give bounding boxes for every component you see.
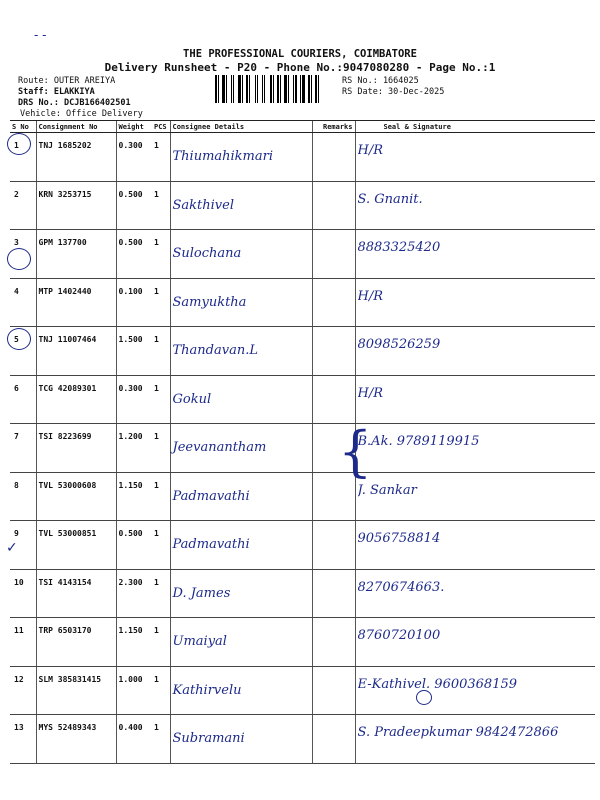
- sno-cell: 5: [10, 327, 36, 376]
- table-row: [10, 327, 595, 376]
- sno-cell: 3: [10, 230, 36, 279]
- signature-cell: [355, 181, 595, 230]
- sno-cell: 13: [10, 715, 36, 764]
- pen-mark: - -: [34, 28, 47, 42]
- consignee-cell: [170, 278, 312, 327]
- consignment-cell: TRP 6503170: [36, 618, 116, 667]
- sno-cell: 12: [10, 666, 36, 715]
- signature-cell: [355, 327, 595, 376]
- weight-cell: 0.500: [116, 181, 152, 230]
- sno-cell: 2: [10, 181, 36, 230]
- company-title: THE PROFESSIONAL COURIERS, COIMBATORE: [183, 48, 417, 60]
- sno-cell: 9: [10, 521, 36, 570]
- consignment-cell: TNJ 11007464: [36, 327, 116, 376]
- runsheet-table: [10, 120, 595, 764]
- remarks-cell: [312, 181, 355, 230]
- consignee-cell: [170, 424, 312, 473]
- table-header-row: [10, 121, 595, 133]
- route-text: Route: OUTER AREIYA: [18, 76, 116, 86]
- consignee-name: Umaiyal: [172, 634, 227, 649]
- weight-cell: 1.500: [116, 327, 152, 376]
- header-signature: Seal & Signature: [355, 121, 595, 133]
- weight-cell: 0.500: [116, 521, 152, 570]
- header-pcs: PCS: [152, 121, 170, 133]
- header-weight: Weight: [116, 121, 152, 133]
- receiver-signature: 8760720100: [357, 628, 441, 643]
- table-row: [10, 424, 595, 473]
- consignee-name: Samyuktha: [172, 294, 247, 310]
- weight-cell: 0.100: [116, 278, 152, 327]
- weight-cell: 0.300: [116, 375, 152, 424]
- runsheet-subtitle: Delivery Runsheet - P20 - Phone No.:9047080280 - Page No.:1: [104, 61, 496, 74]
- signature-cell: [355, 375, 595, 424]
- signature-cell: [355, 278, 595, 327]
- rs-date-text: RS Date: 30-Dec-2025: [342, 87, 445, 97]
- table-row: [10, 521, 595, 570]
- sno-cell: 1: [10, 133, 36, 182]
- consignee-cell: [170, 521, 312, 570]
- signature-cell: [355, 424, 595, 473]
- header-sno: S No: [10, 121, 36, 133]
- consignee-name: Thiumahikmari: [172, 149, 274, 164]
- consignee-name: Kathirvelu: [172, 682, 242, 698]
- consignee-cell: [170, 569, 312, 618]
- pcs-cell: 1: [152, 666, 170, 715]
- receiver-signature: H/R: [357, 288, 384, 304]
- signature-cell: [355, 472, 595, 521]
- remarks-cell: [312, 278, 355, 327]
- barcode: [215, 75, 339, 103]
- weight-cell: 2.300: [116, 569, 152, 618]
- consignment-cell: GPM 137700: [36, 230, 116, 279]
- remarks-cell: [312, 375, 355, 424]
- remarks-cell: [312, 230, 355, 279]
- receiver-signature: 8098526259: [357, 337, 441, 352]
- sno-cell: 7: [10, 424, 36, 473]
- consignee-name: Padmavathi: [172, 537, 250, 552]
- header-consignee: Consignee Details: [170, 121, 312, 133]
- weight-cell: 0.500: [116, 230, 152, 279]
- table-row: [10, 133, 595, 182]
- remarks-cell: [312, 569, 355, 618]
- table-row: [10, 230, 595, 279]
- circle-mark-row-1: [7, 133, 31, 155]
- drs-text: DRS No.: DCJB166402501: [18, 98, 131, 108]
- pcs-cell: 1: [152, 715, 170, 764]
- pcs-cell: 1: [152, 521, 170, 570]
- table-row: [10, 181, 595, 230]
- weight-cell: 0.300: [116, 133, 152, 182]
- signature-cell: [355, 666, 595, 715]
- receiver-signature: 8270674663.: [357, 579, 445, 595]
- header-remarks: Remarks: [312, 121, 355, 133]
- consignment-cell: TVL 53000851: [36, 521, 116, 570]
- table-row: [10, 666, 595, 715]
- remarks-cell: [312, 618, 355, 667]
- consignment-cell: MTP 1402440: [36, 278, 116, 327]
- pcs-cell: 1: [152, 133, 170, 182]
- consignee-cell: [170, 133, 312, 182]
- weight-cell: 1.150: [116, 618, 152, 667]
- header-consignment: Consignment No: [36, 121, 116, 133]
- table-row: [10, 278, 595, 327]
- receiver-signature: B.Ak. 9789119915: [357, 434, 480, 449]
- consignee-name: Sulochana: [172, 246, 242, 261]
- table-row: [10, 472, 595, 521]
- consignee-cell: [170, 375, 312, 424]
- rs-no-text: RS No.: 1664025: [342, 76, 419, 86]
- table-row: [10, 569, 595, 618]
- remarks-cell: [312, 666, 355, 715]
- consignee-cell: [170, 715, 312, 764]
- weight-cell: 1.000: [116, 666, 152, 715]
- receiver-signature: S. Pradeepkumar 9842472866: [357, 725, 559, 740]
- consignment-cell: TSI 8223699: [36, 424, 116, 473]
- consignment-cell: TSI 4143154: [36, 569, 116, 618]
- receiver-signature: 9056758814: [357, 531, 441, 546]
- circle-mark-row-6: [7, 328, 31, 350]
- remarks-cell: [312, 133, 355, 182]
- sno-cell: 4: [10, 278, 36, 327]
- consignee-cell: [170, 618, 312, 667]
- remarks-cell: [312, 521, 355, 570]
- consignee-name: Padmavathi: [172, 488, 250, 504]
- consignee-cell: [170, 181, 312, 230]
- pcs-cell: 1: [152, 181, 170, 230]
- pcs-cell: 1: [152, 472, 170, 521]
- consignee-cell: [170, 472, 312, 521]
- signature-cell: [355, 521, 595, 570]
- weight-cell: 1.150: [116, 472, 152, 521]
- vehicle-text: Vehicle: Office Delivery: [20, 109, 143, 119]
- pcs-cell: 1: [152, 618, 170, 667]
- signature-cell: [355, 230, 595, 279]
- consignment-cell: TNJ 1685202: [36, 133, 116, 182]
- weight-cell: 0.400: [116, 715, 152, 764]
- consignment-cell: KRN 3253715: [36, 181, 116, 230]
- consignee-cell: [170, 666, 312, 715]
- pcs-cell: 1: [152, 278, 170, 327]
- staff-text: Staff: ELAKKIYA: [18, 87, 95, 97]
- check-mark-icon: ✓: [6, 540, 18, 556]
- sno-cell: 6: [10, 375, 36, 424]
- pcs-cell: 1: [152, 424, 170, 473]
- receiver-signature: 8883325420: [357, 240, 441, 255]
- remarks-cell: [312, 715, 355, 764]
- consignment-cell: MYS 52489343: [36, 715, 116, 764]
- sno-cell: 10: [10, 569, 36, 618]
- table-row: [10, 618, 595, 667]
- scribble-mark: [416, 690, 432, 705]
- receiver-signature: E-Kathivel. 9600368159: [357, 676, 518, 692]
- consignee-name: Gokul: [172, 391, 212, 407]
- consignee-name: D. James: [172, 585, 231, 601]
- consignee-cell: [170, 327, 312, 376]
- circle-mark-row-4: [7, 248, 31, 270]
- table-row: [10, 375, 595, 424]
- brace-mark: {: [338, 420, 373, 483]
- table-row: [10, 715, 595, 764]
- remarks-cell: [312, 327, 355, 376]
- pcs-cell: 1: [152, 569, 170, 618]
- receiver-signature: H/R: [357, 143, 384, 158]
- weight-cell: 1.200: [116, 424, 152, 473]
- pcs-cell: 1: [152, 327, 170, 376]
- consignment-cell: TVL 53000608: [36, 472, 116, 521]
- consignment-cell: TCG 42089301: [36, 375, 116, 424]
- signature-cell: [355, 133, 595, 182]
- pcs-cell: 1: [152, 375, 170, 424]
- consignee-name: Thandavan.L: [172, 343, 258, 358]
- consignment-cell: SLM 385831415: [36, 666, 116, 715]
- sno-cell: 11: [10, 618, 36, 667]
- sno-cell: 8: [10, 472, 36, 521]
- consignee-name: Sakthivel: [172, 197, 234, 213]
- pcs-cell: 1: [152, 230, 170, 279]
- consignee-name: Jeevanantham: [172, 440, 267, 455]
- consignee-name: Subramani: [172, 731, 245, 746]
- consignee-cell: [170, 230, 312, 279]
- receiver-signature: S. Gnanit.: [357, 191, 423, 207]
- receiver-signature: H/R: [357, 385, 384, 401]
- signature-cell: [355, 569, 595, 618]
- receiver-signature: J. Sankar: [357, 482, 417, 498]
- signature-cell: [355, 618, 595, 667]
- signature-cell: [355, 715, 595, 764]
